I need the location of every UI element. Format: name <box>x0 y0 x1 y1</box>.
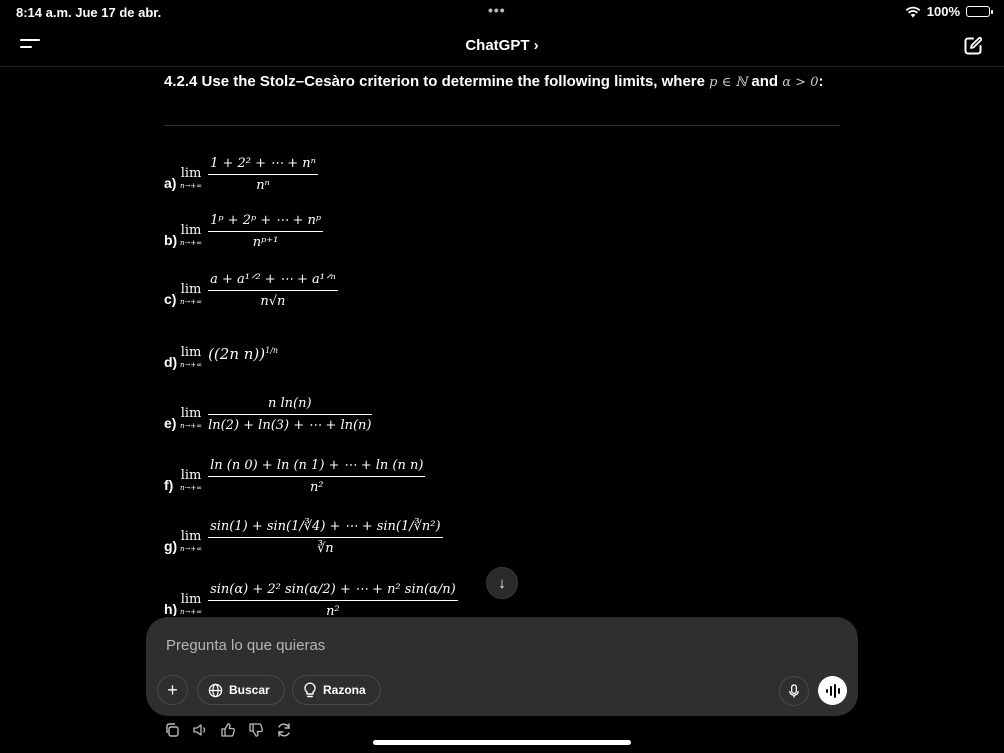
lim-operator <box>180 406 202 430</box>
limit-item-c <box>164 272 338 309</box>
denominator: nⁿ <box>256 178 270 193</box>
fraction <box>208 272 338 309</box>
lim-operator <box>180 592 202 616</box>
lim-sub: n→+∞ <box>180 297 203 306</box>
thumbs-up-icon[interactable] <box>220 722 236 738</box>
numerator: sin(1) + sin(1/∛4) + ⋯ + sin(1/∛n²) <box>210 519 441 534</box>
scroll-down-button[interactable] <box>486 567 518 599</box>
binomial: ((2n n)) <box>208 345 266 363</box>
thumbs-down-icon[interactable] <box>248 722 264 738</box>
item-letter: c) <box>164 290 177 307</box>
lim-label: lim <box>180 528 202 544</box>
colon: : <box>818 73 824 90</box>
lim-sub: n→+∞ <box>180 238 203 247</box>
reason-button[interactable] <box>292 675 381 705</box>
navbar <box>0 24 1004 67</box>
fraction <box>208 519 443 556</box>
fraction <box>208 213 323 250</box>
limit-item-f <box>164 458 425 495</box>
composer <box>146 617 858 716</box>
numerator: 1ᵖ + 2ᵖ + ⋯ + nᵖ <box>210 213 322 228</box>
chat-content[interactable] <box>0 66 1004 616</box>
condition-p: p ∈ ℕ <box>709 75 748 90</box>
lim-operator <box>180 529 202 553</box>
status-time: 8:14 a.m. Jue 17 de abr. <box>16 5 162 20</box>
item-letter: e) <box>164 414 177 431</box>
item-letter: g) <box>164 537 178 554</box>
problem-number: 4.2.4 <box>164 73 198 90</box>
limit-item-a <box>164 156 318 193</box>
denominator: n² <box>326 604 340 616</box>
item-letter: b) <box>164 231 178 248</box>
lim-label: lim <box>180 345 202 360</box>
arrow-down-icon: ↓ <box>498 574 506 592</box>
lim-sub: n→+∞ <box>180 544 203 553</box>
lim-sub: n→+∞ <box>180 181 203 190</box>
denominator: n² <box>309 480 324 495</box>
lim-label: lim <box>180 281 202 297</box>
divider <box>164 125 840 126</box>
lim-label: lim <box>180 222 202 238</box>
denominator: nᵖ⁺¹ <box>252 235 279 250</box>
fraction <box>208 156 318 193</box>
denominator: ln(2) + ln(3) + ⋯ + ln(n) <box>208 418 372 433</box>
battery-icon <box>966 6 990 17</box>
voice-mode-button[interactable] <box>818 676 847 705</box>
and-word: and <box>751 73 779 90</box>
battery-percent: 100% <box>926 4 960 19</box>
copy-icon[interactable] <box>164 722 180 738</box>
lim-operator <box>180 166 202 190</box>
lim-label: lim <box>180 591 202 607</box>
problem-text: Use the Stolz–Cesàro criterion to determine the following limits, where <box>201 73 705 90</box>
numerator: n ln(n) <box>268 396 312 411</box>
lim-label: lim <box>180 165 202 181</box>
denominator: n√n <box>260 294 286 309</box>
fraction <box>208 582 458 616</box>
fraction <box>208 458 425 495</box>
prompt-input[interactable]: Pregunta lo que quieras <box>166 637 326 654</box>
binomial-expression <box>208 345 278 363</box>
globe-icon <box>208 683 223 698</box>
fraction <box>208 396 371 433</box>
numerator: ln (n 0) + ln (n 1) + ⋯ + ln (n n) <box>210 458 424 473</box>
lim-label: lim <box>180 405 202 421</box>
attach-button[interactable] <box>157 675 188 705</box>
lim-label: lim <box>180 467 202 483</box>
lim-sub: n→+∞ <box>180 361 203 369</box>
model-selector[interactable] <box>0 37 1004 54</box>
plus-icon: + <box>167 679 178 700</box>
new-chat-icon[interactable] <box>962 35 984 57</box>
speaker-icon[interactable] <box>192 722 208 738</box>
limit-item-b <box>164 213 323 250</box>
lim-operator <box>180 345 202 369</box>
item-letter: a) <box>164 174 177 191</box>
item-letter: f) <box>164 476 174 493</box>
limit-item-d <box>164 338 278 370</box>
dictate-button[interactable] <box>779 676 809 706</box>
regenerate-icon[interactable] <box>276 722 292 738</box>
limit-item-e <box>164 396 372 433</box>
numerator: a + a¹ᐟ² + ⋯ + a¹ᐟⁿ <box>210 272 336 287</box>
status-bar <box>0 0 1004 24</box>
microphone-icon <box>788 684 800 699</box>
reason-label: Razona <box>323 683 366 697</box>
chevron-right-icon: › <box>533 37 539 54</box>
message-actions <box>164 722 292 738</box>
lightbulb-icon <box>303 682 317 698</box>
lim-sub: n→+∞ <box>180 483 203 492</box>
search-label: Buscar <box>229 683 270 697</box>
limit-item-h <box>164 582 458 616</box>
lim-operator <box>180 282 202 306</box>
item-letter: d) <box>164 354 178 370</box>
numerator: sin(α) + 2² sin(α/2) + ⋯ + n² sin(α/n) <box>210 582 456 597</box>
app-title: ChatGPT <box>465 37 530 54</box>
exponent: 1/n <box>265 346 279 355</box>
limit-item-g <box>164 519 443 556</box>
item-letter: h) <box>164 600 178 616</box>
waveform-icon <box>825 684 841 698</box>
lim-sub: n→+∞ <box>180 607 203 616</box>
multitask-dots[interactable]: ••• <box>488 2 506 18</box>
lim-sub: n→+∞ <box>180 421 203 430</box>
wifi-icon <box>905 6 921 18</box>
denominator: ∛n <box>317 541 334 556</box>
lim-operator <box>180 223 202 247</box>
lim-operator <box>180 468 202 492</box>
numerator: 1 + 2² + ⋯ + nⁿ <box>210 156 316 171</box>
problem-heading <box>164 73 823 90</box>
search-button[interactable] <box>197 675 285 705</box>
home-indicator[interactable] <box>373 740 631 745</box>
condition-alpha: α > 0 <box>782 75 819 90</box>
